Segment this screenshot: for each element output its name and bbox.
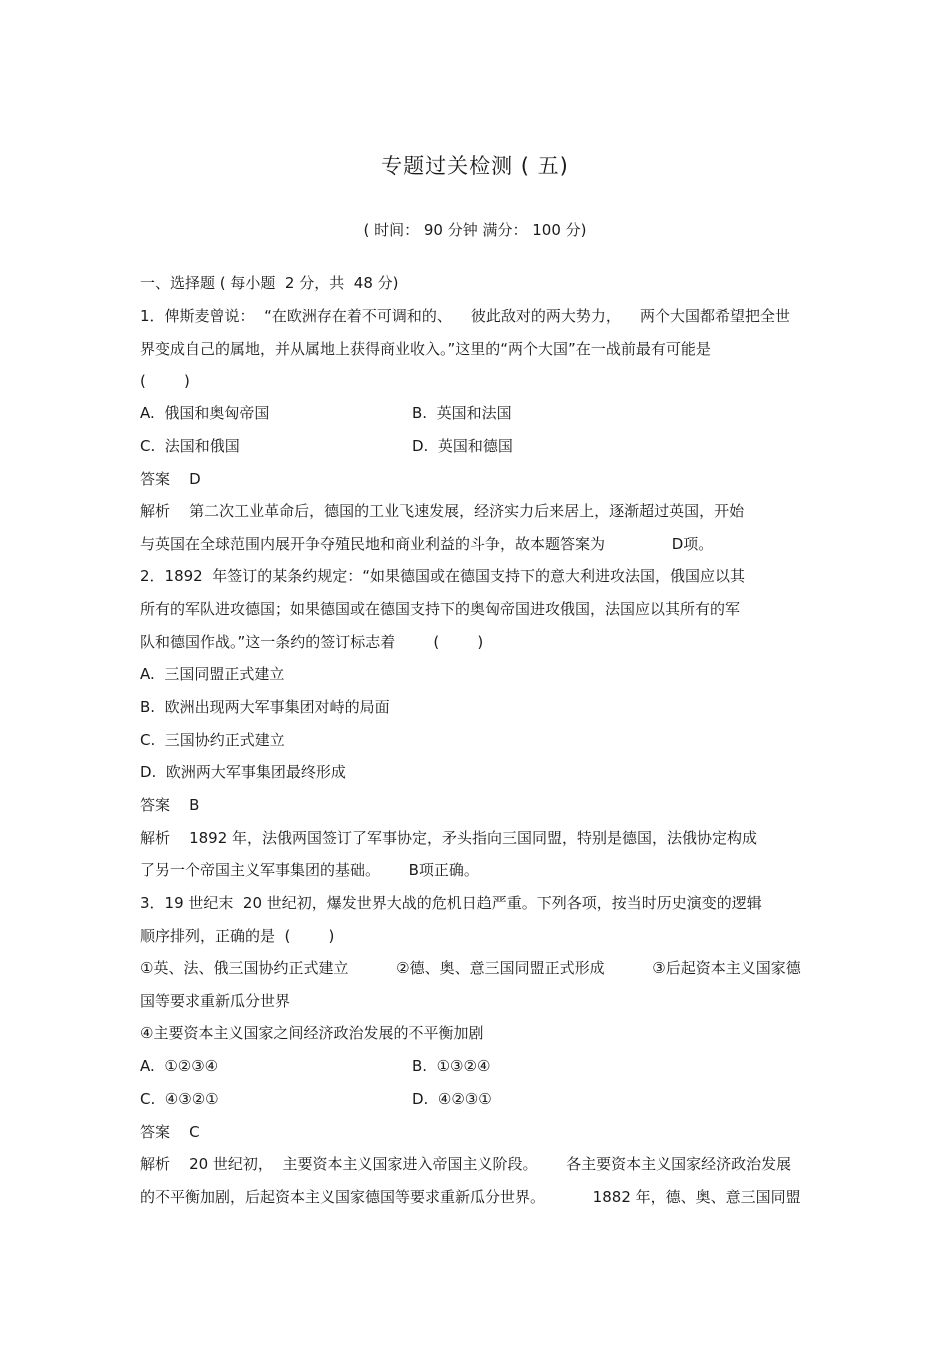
question-3-stem-line: 顺序排列，正确的是 ( ) (140, 927, 335, 945)
option-label: D. (412, 437, 429, 455)
option-text: ①②③④ (164, 1057, 219, 1075)
option-text: ①③②④ (436, 1057, 491, 1075)
question-1-option-a (140, 403, 269, 423)
option-text: ④③②① (164, 1090, 219, 1108)
option-text: 英国和法国 (436, 404, 512, 422)
question-1-stem-line: 界变成自己的属地，并从属地上获得商业收入。”这里的“两个大国”在一战前最有可能是 (140, 340, 711, 358)
page-title: 专题过关检测 ( 五) (381, 154, 569, 178)
question-3-stem-line: 国等要求重新瓜分世界 (140, 992, 291, 1010)
option-text: 欧洲两大军事集团最终形成 (165, 763, 346, 781)
option-label: D. (140, 763, 157, 781)
question-2-option-a (140, 664, 284, 684)
option-label: B. (412, 1057, 428, 1075)
option-text: 三国协约正式建立 (164, 731, 285, 749)
question-3-option-c (140, 1089, 219, 1109)
question-3-stem-line: ④主要资本主义国家之间经济政治发展的不平衡加剧 (140, 1024, 484, 1042)
option-text: 三国同盟正式建立 (164, 665, 285, 683)
option-label: D. (412, 1090, 429, 1108)
question-1-answer-blank: ( ) (140, 372, 190, 390)
option-text: 欧洲出现两大军事集团对峙的局面 (164, 698, 390, 716)
question-2-analysis-line: 解析 1892 年，法俄两国签订了军事协定，矛头指向三国同盟，特别是德国，法俄协定构成 (140, 829, 758, 847)
option-text: 俄国和奥匈帝国 (164, 404, 270, 422)
question-3-option-d (412, 1089, 492, 1109)
section-heading: 一、选择题 ( 每小题 2 分，共 48 分) (140, 274, 399, 292)
question-2-answer: 答案 B (140, 796, 200, 814)
question-1-option-c (140, 436, 240, 456)
question-2-option-d (140, 762, 346, 782)
question-1-stem-line: 1．俾斯麦曾说： “在欧洲存在着不可调和的、 彼此敌对的两大势力， 两个大国都希望把全世 (140, 307, 790, 325)
question-2-analysis-line: 了另一个帝国主义军事集团的基础。 B项正确。 (140, 861, 479, 879)
option-label: A. (140, 404, 155, 422)
exam-info: ( 时间： 90 分钟 满分： 100 分) (363, 221, 587, 239)
option-label: A. (140, 665, 155, 683)
question-3-option-a (140, 1056, 218, 1076)
option-text: 英国和德国 (437, 437, 513, 455)
question-3-answer: 答案 C (140, 1123, 200, 1141)
question-2-stem-line: 队和德国作战。”这一条约的签订标志着 ( ) (140, 633, 484, 651)
option-text: 法国和俄国 (164, 437, 240, 455)
option-label: C. (140, 437, 156, 455)
option-text: ④②③① (437, 1090, 492, 1108)
question-3-option-b (412, 1056, 490, 1076)
question-2-option-c (140, 730, 285, 750)
question-1-option-b (412, 403, 512, 423)
question-1-option-d (412, 436, 513, 456)
question-1-analysis-line: 解析 第二次工业革命后，德国的工业飞速发展，经济实力后来居上，逐渐超过英国，开始 (140, 502, 745, 520)
question-2-stem-line: 2．1892 年签订的某条约规定：“如果德国或在德国支持下的意大利进攻法国，俄国应以其 (140, 567, 746, 585)
option-label: C. (140, 731, 156, 749)
option-label: C. (140, 1090, 156, 1108)
question-3-stem-line: ①英、法、俄三国协约正式建立 ②德、奥、意三国同盟正式形成 ③后起资本主义国家德 (140, 959, 801, 977)
question-2-option-b (140, 697, 390, 717)
question-2-stem-line: 所有的军队进攻德国；如果德国或在德国支持下的奥匈帝国进攻俄国，法国应以其所有的军 (140, 600, 741, 618)
option-label: B. (412, 404, 428, 422)
question-3-analysis-line: 解析 20 世纪初， 主要资本主义国家进入帝国主义阶段。 各主要资本主义国家经济政治发展 (140, 1155, 792, 1173)
question-3-stem-line: 3．19 世纪末 20 世纪初，爆发世界大战的危机日趋严重。下列各项，按当时历史演变的逻辑 (140, 894, 762, 912)
question-1-answer: 答案 D (140, 470, 201, 488)
option-label: B. (140, 698, 156, 716)
option-label: A. (140, 1057, 155, 1075)
question-3-analysis-line: 的不平衡加剧，后起资本主义国家德国等要求重新瓜分世界。 1882 年，德、奥、意三国同盟 (140, 1188, 801, 1206)
question-1-analysis-line: 与英国在全球范围内展开争夺殖民地和商业利益的斗争，故本题答案为 D项。 (140, 535, 714, 553)
